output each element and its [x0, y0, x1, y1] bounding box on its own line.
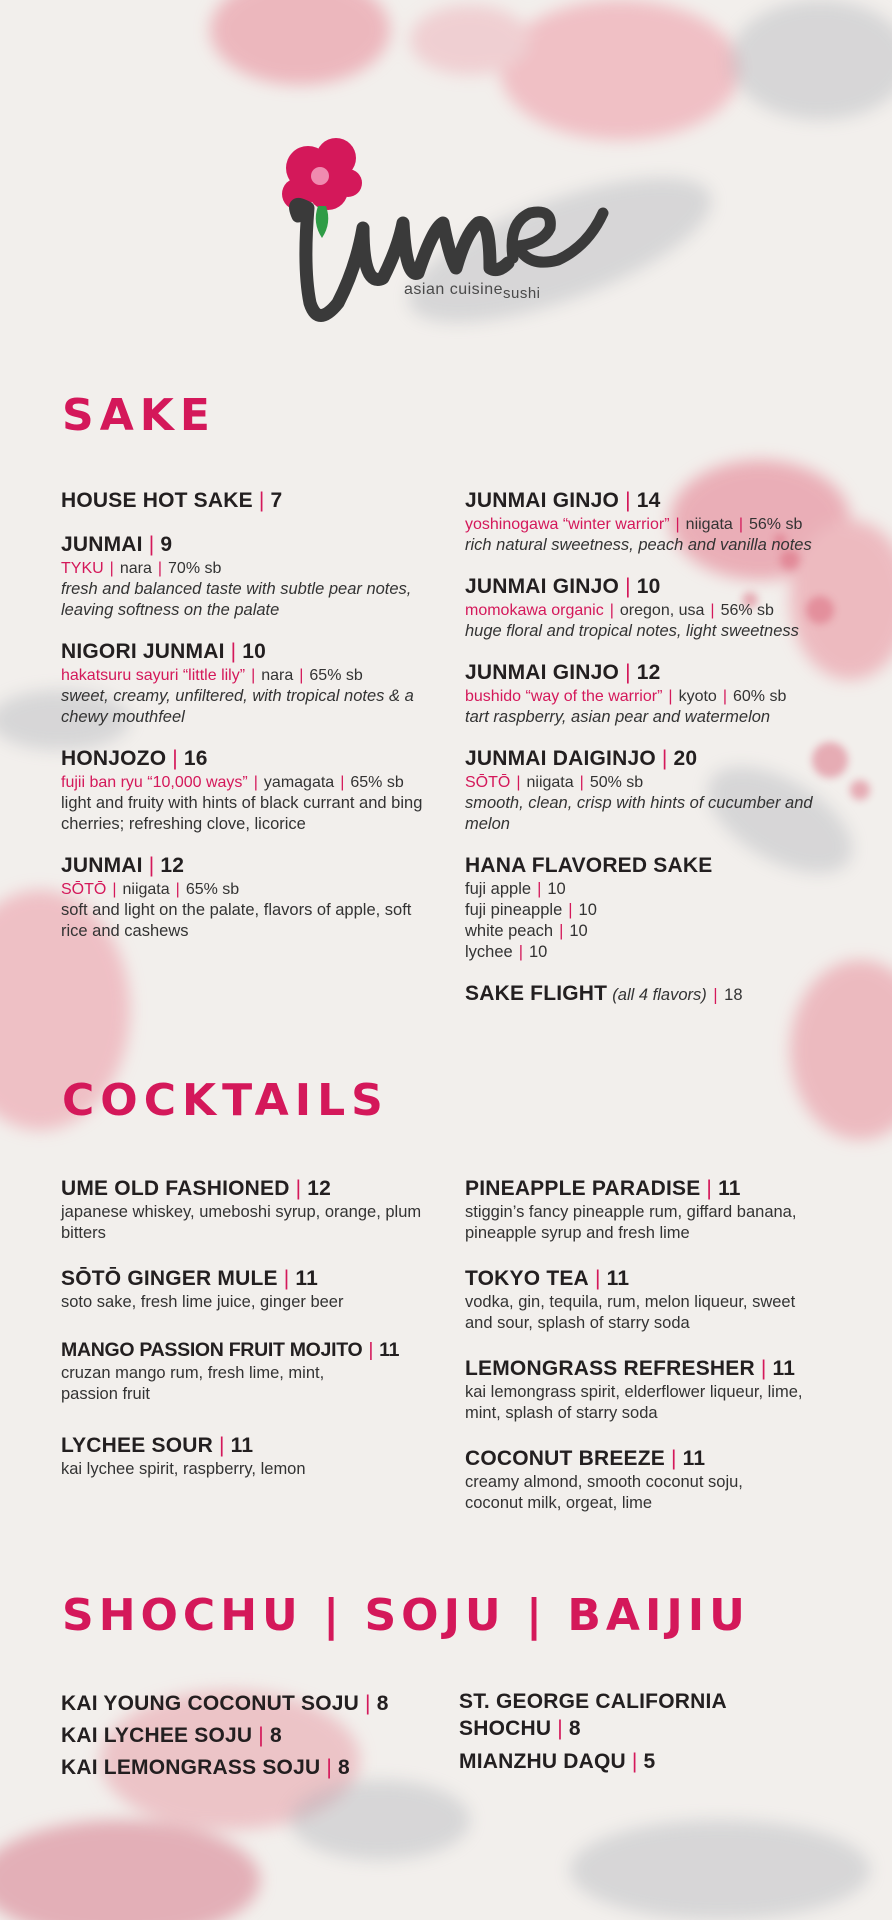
- separator: |: [625, 661, 631, 684]
- item-price: 10: [242, 640, 267, 663]
- separator: |: [230, 640, 237, 663]
- item-name: COCONUT BREEZE | 11: [465, 1447, 706, 1470]
- separator: |: [326, 1756, 332, 1779]
- separator: |: [253, 774, 258, 791]
- separator: |: [251, 667, 256, 684]
- separator: |: [675, 516, 680, 533]
- cocktails-right-column: [465, 1176, 805, 1532]
- flavor-row: white peach | 10: [465, 922, 588, 940]
- menu-item: [465, 660, 830, 728]
- item-description: light and fruity with hints of black currant and bing cherries; refreshing clove, licorice: [61, 794, 423, 833]
- separator: |: [594, 1267, 601, 1290]
- separator: |: [295, 1177, 302, 1200]
- item-description: kai lemongrass spirit, elderflower liqueur, lime, mint, splash of starry soda: [465, 1383, 803, 1422]
- item-price: 7: [270, 489, 283, 512]
- item-price: 16: [183, 747, 208, 770]
- item-name: ST. GEORGE CALIFORNIA SHOCHU | 8: [459, 1690, 727, 1740]
- menu-item: [61, 639, 441, 728]
- menu-item: [61, 532, 441, 621]
- menu-item: [465, 1176, 805, 1244]
- item-origin: bushido “way of the warrior” | kyoto | 60% sb: [465, 688, 787, 705]
- separator: |: [537, 880, 542, 898]
- item-description: fresh and balanced taste with subtle pear notes, leaving softness on the palate: [61, 580, 412, 619]
- separator: |: [148, 533, 155, 556]
- separator: |: [340, 774, 345, 791]
- item-price: 9: [160, 533, 173, 556]
- item-name: JUNMAI DAIGINJO | 20: [465, 747, 698, 770]
- item-description: sweet, creamy, unfiltered, with tropical notes & a chewy mouthfeel: [61, 687, 414, 726]
- item-price: 11: [772, 1357, 796, 1380]
- item-name: LYCHEE SOUR | 11: [61, 1434, 254, 1457]
- item-name: JUNMAI GINJO | 12: [465, 661, 661, 684]
- separator: |: [760, 1357, 767, 1380]
- separator: |: [661, 747, 668, 770]
- separator: |: [670, 1447, 677, 1470]
- item-name: JUNMAI | 12: [61, 854, 185, 877]
- separator: |: [609, 602, 614, 619]
- item-price: 12: [636, 661, 661, 684]
- menu-item: [61, 488, 441, 514]
- item-origin: SŌTŌ | niigata | 65% sb: [61, 881, 240, 898]
- item-price: 11: [606, 1267, 630, 1290]
- separator: |: [631, 1750, 638, 1773]
- separator: |: [258, 489, 265, 512]
- item-name: TOKYO TEA | 11: [465, 1267, 630, 1290]
- separator: |: [559, 922, 564, 940]
- item-origin: yoshinogawa “winter warrior” | niigata | 56% sb: [465, 516, 803, 533]
- item-name: KAI LEMONGRASS SOJU | 8: [61, 1756, 350, 1779]
- separator: |: [368, 1339, 374, 1361]
- item-description: kai lychee spirit, raspberry, lemon: [61, 1460, 306, 1478]
- menu-item: [465, 488, 830, 556]
- item-origin: SŌTŌ | niigata | 50% sb: [465, 774, 644, 791]
- separator: |: [148, 854, 155, 877]
- sake-left-column: [61, 488, 441, 960]
- item-price: 8: [568, 1717, 581, 1740]
- item-description: soft and light on the palate, flavors of apple, soft rice and cashews: [61, 901, 412, 940]
- item-origin: momokawa organic | oregon, usa | 56% sb: [465, 602, 774, 619]
- menu-item: [61, 853, 441, 942]
- item-name: JUNMAI | 9: [61, 533, 173, 556]
- ume-logo: [268, 128, 628, 338]
- item-name: MIANZHU DAQU | 5: [459, 1750, 656, 1773]
- item-name: JUNMAI GINJO | 10: [465, 575, 661, 598]
- separator: |: [299, 667, 304, 684]
- item-price: 8: [376, 1692, 389, 1715]
- item-price: 18: [724, 986, 743, 1004]
- menu-item: [61, 746, 441, 835]
- item-description: tart raspberry, asian pear and watermelon: [465, 708, 771, 726]
- menu-item: [465, 1266, 805, 1334]
- item-origin: TYKU | nara | 70% sb: [61, 560, 222, 577]
- item-name: HOUSE HOT SAKE | 7: [61, 489, 283, 512]
- item-description: smooth, clean, crisp with hints of cucumber and melon: [465, 794, 813, 833]
- separator: |: [738, 516, 743, 533]
- item-price: 5: [643, 1750, 656, 1773]
- menu-item: [61, 1433, 441, 1480]
- item-description: vodka, gin, tequila, rum, melon liqueur, sweet and sour, splash of starry soda: [465, 1293, 796, 1332]
- flavor-row: fuji pineapple | 10: [465, 901, 597, 919]
- separator: |: [668, 688, 673, 705]
- separator: |: [712, 985, 719, 1004]
- separator: |: [625, 489, 631, 512]
- separator: |: [625, 575, 631, 598]
- separator: |: [172, 747, 178, 770]
- item-price: 8: [337, 1756, 350, 1779]
- menu-item: [465, 1356, 805, 1424]
- item-name: HANA FLAVORED SAKE: [465, 854, 713, 877]
- separator: |: [112, 881, 117, 898]
- flight-note: (all 4 flavors): [612, 986, 707, 1004]
- menu-item: [465, 746, 830, 835]
- item-name: UME OLD FASHIONED | 12: [61, 1177, 331, 1200]
- separator: |: [175, 881, 180, 898]
- item-price: 8: [269, 1724, 282, 1747]
- logo-tagline: asian cuisinesushi: [404, 281, 541, 302]
- menu-item: [61, 1337, 441, 1405]
- item-name: KAI LYCHEE SOJU | 8: [61, 1724, 282, 1747]
- item-price: 11: [682, 1447, 706, 1470]
- separator: |: [710, 602, 715, 619]
- separator: |: [283, 1267, 290, 1290]
- separator: |: [365, 1692, 371, 1715]
- separator: |: [109, 560, 114, 577]
- separator: |: [258, 1724, 264, 1747]
- flavor-row: lychee | 10: [465, 943, 548, 961]
- item-price: 11: [718, 1177, 741, 1200]
- item-name: LEMONGRASS REFRESHER | 11: [465, 1357, 796, 1380]
- item-price: 11: [295, 1267, 318, 1290]
- item-description: japanese whiskey, umeboshi syrup, orange, plum bitters: [61, 1203, 422, 1242]
- item-price: 11: [379, 1339, 400, 1361]
- item-name: KAI YOUNG COCONUT SOJU | 8: [61, 1692, 389, 1715]
- item-price: 14: [636, 489, 661, 512]
- item-description: creamy almond, smooth coconut soju, coconut milk, orgeat, lime: [465, 1473, 743, 1512]
- menu-item: [465, 1446, 805, 1514]
- item-name: SAKE FLIGHT: [465, 982, 608, 1005]
- item-name: PINEAPPLE PARADISE | 11: [465, 1177, 741, 1200]
- sake-right-column: [465, 488, 830, 1025]
- separator: |: [568, 901, 573, 919]
- spirits-left-column: [61, 1688, 441, 1784]
- item-price: 10: [636, 575, 661, 598]
- item-description: cruzan mango rum, fresh lime, mint, passion fruit: [61, 1364, 325, 1403]
- spirits-right-column: [459, 1688, 749, 1778]
- item-origin: fujii ban ryu “10,000 ways” | yamagata | 65% sb: [61, 774, 404, 791]
- separator: |: [722, 688, 727, 705]
- item-name: HONJOZO | 16: [61, 747, 208, 770]
- item-price: 12: [160, 854, 185, 877]
- item-price: 11: [230, 1434, 254, 1457]
- item-origin: hakatsuru sayuri “little lily” | nara | 65% sb: [61, 667, 363, 684]
- cocktails-section-title: COCKTAILS: [62, 1075, 389, 1126]
- separator: |: [706, 1177, 713, 1200]
- item-name: NIGORI JUNMAI | 10: [61, 640, 267, 663]
- item-name: SŌTŌ GINGER MULE | 11: [61, 1267, 318, 1290]
- item-price: 12: [307, 1177, 331, 1200]
- separator: |: [557, 1717, 563, 1740]
- item-description: soto sake, fresh lime juice, ginger beer: [61, 1293, 344, 1311]
- menu-item: [61, 1266, 441, 1313]
- item-description: huge floral and tropical notes, light sweetness: [465, 622, 799, 640]
- spirits-section-title: SHOCHU | SOJU | BAIJIU: [62, 1590, 750, 1641]
- item-name: JUNMAI GINJO | 14: [465, 489, 661, 512]
- separator: |: [157, 560, 163, 577]
- sake-flight: [465, 981, 830, 1007]
- flavored-sake: [465, 853, 830, 963]
- item-name: MANGO PASSION FRUIT MOJITO | 11: [61, 1339, 400, 1361]
- separator: |: [579, 774, 584, 791]
- logo-tagline-sub: sushi: [503, 285, 541, 302]
- menu-item: [465, 574, 830, 642]
- item-description: stiggin’s fancy pineapple rum, giffard banana, pineapple syrup and fresh lime: [465, 1203, 797, 1242]
- separator: |: [516, 774, 521, 791]
- sake-section-title: SAKE: [62, 390, 216, 441]
- item-price: 20: [673, 747, 698, 770]
- separator: |: [218, 1434, 225, 1457]
- menu-item: [61, 1176, 441, 1244]
- item-description: rich natural sweetness, peach and vanilla notes: [465, 536, 812, 554]
- separator: |: [518, 943, 523, 961]
- flavor-row: fuji apple | 10: [465, 880, 566, 898]
- cocktails-left-column: [61, 1176, 441, 1498]
